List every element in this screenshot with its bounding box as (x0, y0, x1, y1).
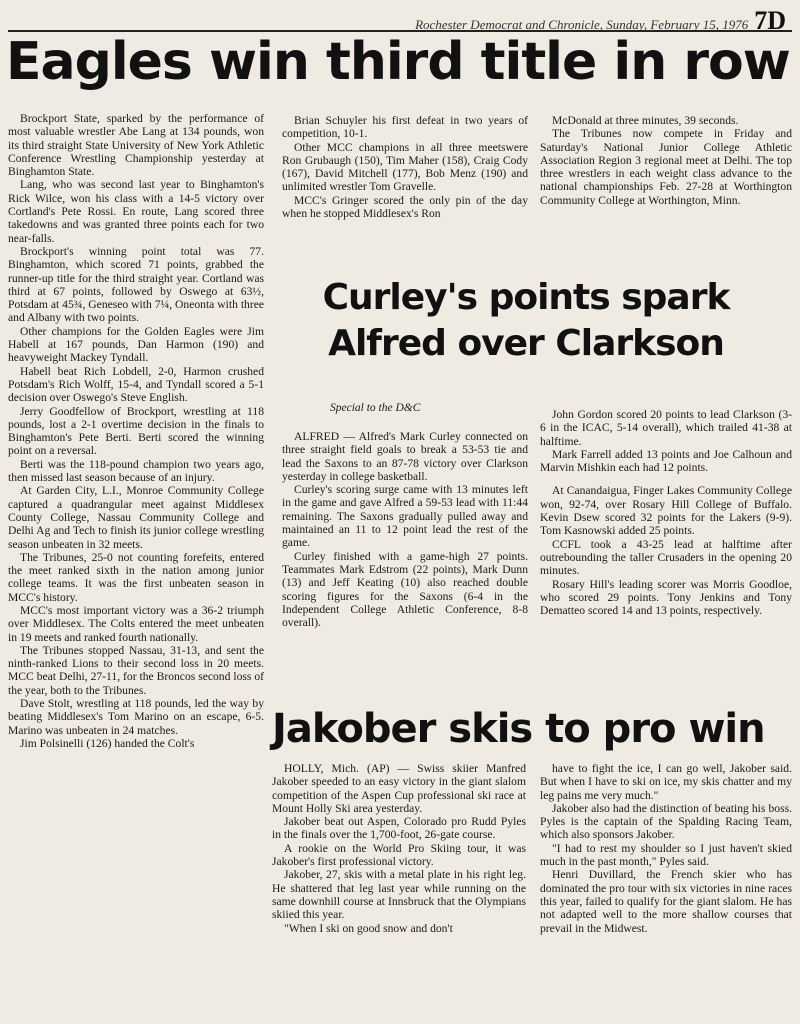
eagles-column-3 (540, 114, 792, 264)
paragraph: John Gordon scored 20 points to lead Clarkson (3-6 in the ICAC, 5-14 overall), which trailed 41-38 at halftime. (540, 408, 792, 448)
paragraph: Henri Duvillard, the French skier who has dominated the pro tour with six victories in nine races this year, failed to qualify for the giant slalom. He has not adapted well to the more shallow courses that prevail in the Midwest. (540, 868, 792, 935)
paragraph: The Tribunes, 25-0 not counting forefeits, entered the meet ranked sixth in the nation among junior college teams. It was the first unbeaten season in MCC's history. (8, 550, 264, 604)
paragraph: Habell beat Rich Lobdell, 2-0, Harmon crushed Potsdam's Rich Wolff, 15-4, and Tyndall scored a 5-1 decision over Oswego's Steve English. (8, 364, 264, 405)
byline: Special to the D&C (330, 402, 421, 414)
curley-column-1 (282, 430, 528, 722)
paragraph: "I had to rest my shoulder so I just haven't skied much in the past month," Pyles said. (540, 841, 792, 869)
curley-column-2 (540, 408, 792, 692)
paragraph: A rookie on the World Pro Skiing tour, it was Jakober's first professional victory. (272, 841, 526, 869)
jakober-column-2 (540, 762, 792, 1020)
paragraph: Curley finished with a game-high 27 points. Teammates Mark Edstrom (22 points), Mark Dunn (13) and Jeff Keating (10) also reached double scoring figures for the Saxons (6-4 in the Independent College Athletic Conference, 8-8 overall). (282, 549, 528, 630)
paragraph: At Garden City, L.I., Monroe Community College captured a quadrangular meet against Middlesex County College, Nassau Community College and Delhi Ag and Tech to finish its junior college wrestling season unbeaten in 32 meets. (8, 484, 264, 551)
paragraph: The Tribunes stopped Nassau, 31-13, and sent the ninth-ranked Lions to their second loss in 20 meets. MCC beat Delhi, 27-11, for the Broncos second loss of the year, both to the Tribunes. (8, 643, 264, 697)
paragraph: MCC's Gringer scored the only pin of the day when he stopped Middlesex's Ron (282, 193, 528, 221)
paragraph: Jakober also had the distinction of beating his boss. Pyles is the captain of the Spalding Racing Team, which also sponsors Jakober. (540, 801, 792, 842)
paragraph: Brian Schuyler his first defeat in two years of competition, 10-1. (282, 114, 528, 141)
paragraph: Jakober, 27, skis with a metal plate in his right leg. He shattered that leg last year while running on the same downhill course at Innsbruck that the Olympians skiied this year. (272, 868, 526, 922)
masthead-line: Rochester Democrat and Chronicle, Sunday, February 15, 1976 (415, 17, 749, 32)
paragraph: At Canandaigua, Finger Lakes Community College won, 92-74, over Rosary Hill College of Buffalo. Kevin Dsew scored 32 points for the Lakers (9-9). Tom Kasnowski added 25 points. (540, 484, 792, 538)
paragraph: McDonald at three minutes, 39 seconds. (552, 114, 739, 127)
paragraph: Other MCC champions in all three meetswere Ron Grubaugh (150), Tim Maher (158), Craig Cody (167), David Mitchell (177), Bob Menz (190) and unlimited wrestler Tom Gravelle. (282, 140, 528, 194)
page-number: 7D (754, 6, 786, 35)
paragraph: Dave Stolt, wrestling at 118 pounds, led the way by beating Middlesex's Tom Marino on an escape, 6-5. Marino was unbeaten in 24 matches. (8, 697, 264, 737)
paragraph: Brockport's winning point total was 77. Binghamton, which scored 71 points, grabbed the runner-up title for the third straight year. Cortland was third at 67 points, followed by Oswego at 63½, Potsdam at 45¾, Geneseo with 7¼, Oneonta with three and Albany with two points. (8, 244, 264, 325)
paragraph: Jim Polsinelli (126) handed the Colt's (20, 736, 195, 750)
paragraph: MCC's most important victory was a 36-2 triumph over Middlesex. The Colts entered the meet unbeaten in 19 meets and ranked fourth nationally. (8, 603, 264, 644)
paragraph: Rosary Hill's leading scorer was Morris Goodloe, who scored 29 points. Tony Jenkins and Tony Dematteo scored 14 and 13 points, respectively. (540, 577, 792, 618)
eagles-column-1 (8, 112, 264, 1020)
headline-jakober: Jakober skis to pro win (272, 706, 765, 752)
paragraph: ALFRED — Alfred's Mark Curley connected on three straight field goals to break a 53-53 tie and lead the Saxons to an 87-78 victory over Clarkson yesterday in college basketball. (282, 430, 528, 483)
paragraph: "When I ski on good snow and don't (284, 921, 453, 935)
paragraph: CCFL took a 43-25 lead at halftime after outrebounding the taller Crusaders in the opening 20 minutes. (540, 537, 792, 578)
paragraph: Lang, who was second last year to Binghamton's Rick Wilce, won his class with a 14-5 victory over Cortland's Pete Rossi. En route, Lang scored three takedowns and was granted three points each for two near-falls. (8, 178, 264, 245)
jakober-column-1 (272, 762, 526, 1020)
paragraph: Mark Farrell added 13 points and Joe Calhoun and Marvin Mishkin each had 12 points. (540, 447, 792, 475)
paragraph: Jerry Goodfellow of Brockport, wrestling at 118 pounds, lost a 2-1 overtime decision in the finals to Binghamton's Pete Berti. Berti scored the winning point on a reversal. (8, 404, 264, 458)
paragraph: Berti was the 118-pound champion two years ago, then missed last season because of an injury. (8, 457, 264, 485)
paragraph: Brockport State, sparked by the performance of most valuable wrestler Abe Lang at 134 pounds, won its third straight State University of New York Athletic Conference Wrestling Championship yesterday at Binghamton State. (8, 112, 264, 179)
section-gap (540, 474, 792, 484)
headline-eagles: Eagles win third title in row (6, 32, 790, 92)
paragraph: have to fight the ice, I can go well, Jakober said. But when I have to ski on ice, my skis chatter and my leg pains me very much." (540, 762, 792, 802)
paragraph: The Tribunes now compete in Friday and Saturday's National Junior College Athletic Association Region 3 regional meet at Delhi. The top three wrestlers in each weight class advance to the national championships Feb. 27-28 at Worthington Community College at Worthington, Minn. (540, 127, 792, 207)
eagles-column-2 (282, 114, 528, 264)
paragraph: Jakober beat out Aspen, Colorado pro Rudd Pyles in the finals over the 1,700-foot, 26-gate course. (272, 815, 526, 842)
paragraph: Other champions for the Golden Eagles were Jim Habell at 167 pounds, Dan Harmon (190) and heavyweight Mackey Tyndall. (8, 324, 264, 365)
headline-curley: Curley's points spark Alfred over Clarkson (322, 277, 730, 364)
paragraph: HOLLY, Mich. (AP) — Swiss skiier Manfred Jakober speeded to an easy victory in the giant slalom competition of the Aspen Cup professional ski race at Mount Holly Ski area yesterday. (272, 762, 526, 815)
paragraph: Curley's scoring surge came with 13 minutes left in the game and gave Alfred a 59-53 lead with 11:44 remaining. The Saxons gradually pulled away and maintained an 11 to 12 point lead the rest of the game. (282, 483, 528, 550)
